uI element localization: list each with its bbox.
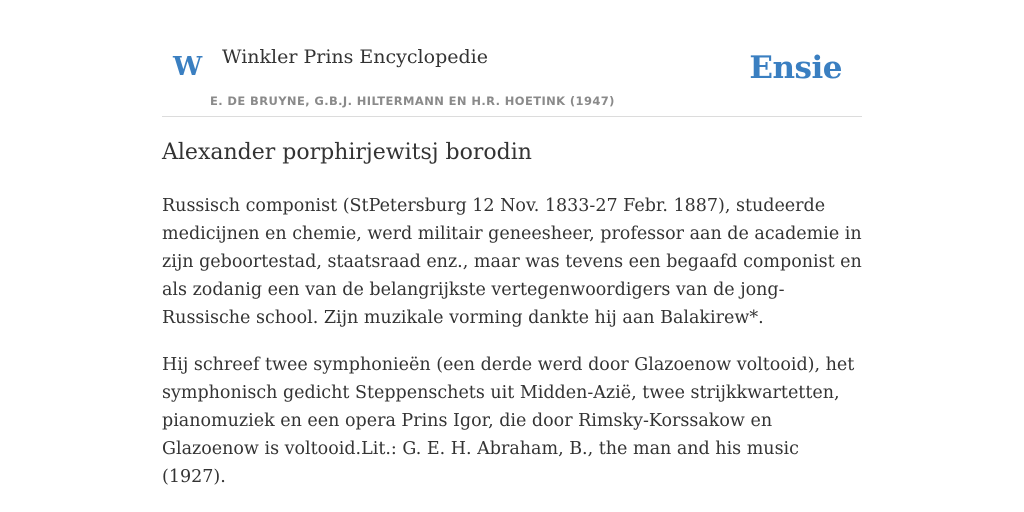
source-authors: E. DE BRUYNE, G.B.J. HILTERMANN EN H.R. HOETINK (1947): [210, 94, 615, 108]
source-header: [162, 0, 862, 117]
ensie-brand-logo[interactable]: Ensie: [749, 50, 842, 86]
article-body: [162, 192, 862, 510]
article-paragraph: Hij schreef twee symphonieën (een derde werd door Glazoenow voltooid), het symphonisch gedicht Steppenschets uit Midden-Azië, twee strijkkwartetten, pianomuziek en een opera Prins Igor, die door Rimsky-Korssakow en Glazoenow is voltooid.Lit.: G. E. H. Abraham, B., the man and his music (1927).: [162, 355, 855, 487]
source-title[interactable]: Winkler Prins Encyclopedie: [222, 46, 488, 68]
article-title: Alexander porphirjewitsj borodin: [162, 140, 532, 165]
page: [162, 0, 862, 487]
winkler-prins-logo[interactable]: W: [173, 52, 202, 82]
article-paragraph: Russisch componist (StPetersburg 12 Nov. 1833-27 Febr. 1887), studeerde medicijnen en chemie, werd militair geneesheer, professor aan de academie in zijn geboortestad, staatsraad enz., maar was tevens een begaafd componist en als zodanig een van de belangrijkste vertegenwoordigers van de jong-Russische school. Zijn muzikale vorming dankte hij aan Balakirew*.: [162, 196, 862, 328]
